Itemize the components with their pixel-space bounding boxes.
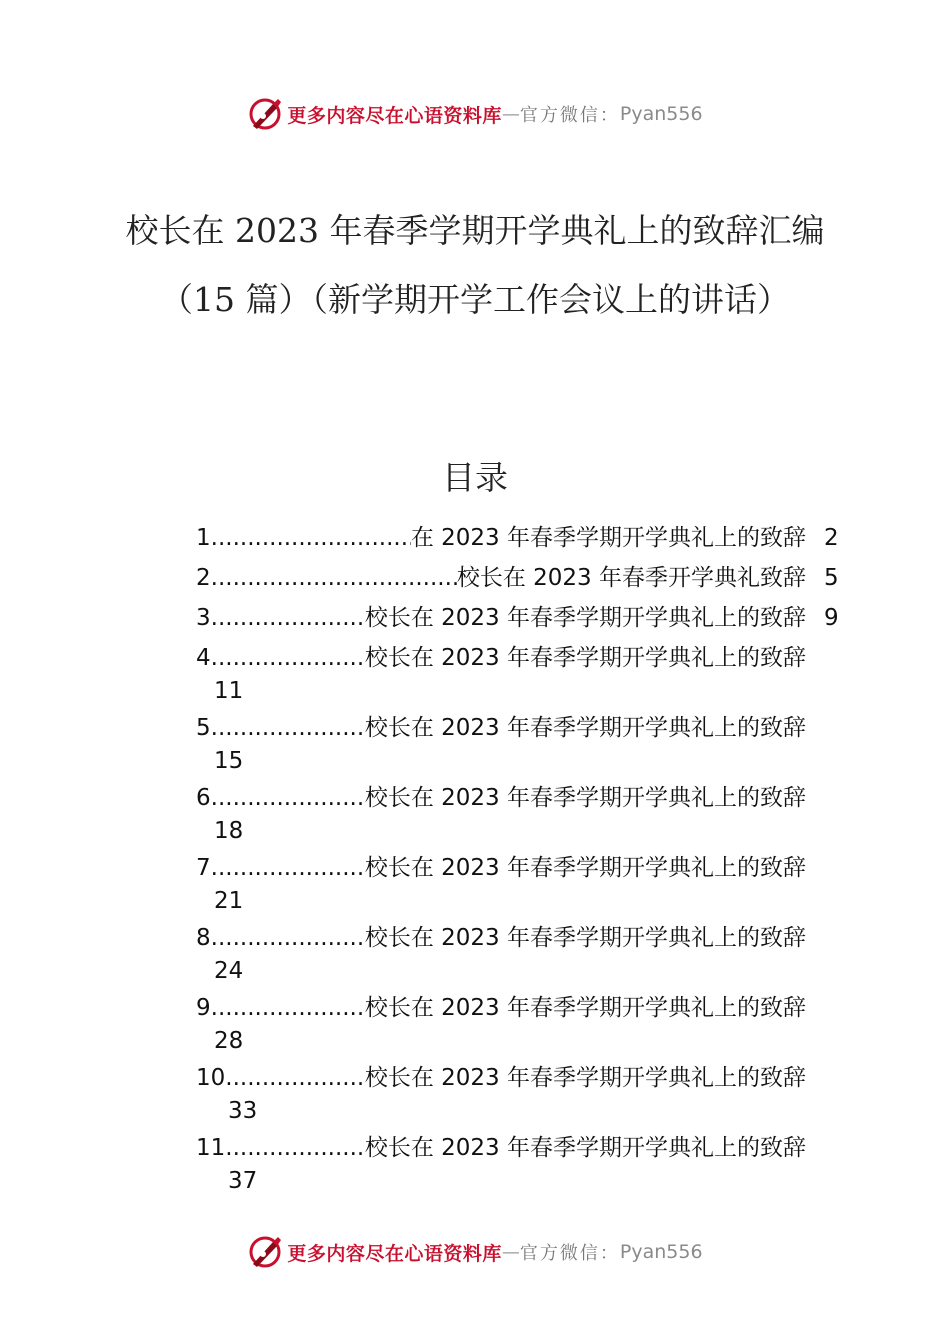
toc-number: 2 [196, 565, 211, 591]
toc-page-number: 21 [214, 888, 244, 914]
toc-title: 校长在 2023 年春季学期开学典礼上的致辞 [364, 785, 806, 811]
footer-watermark [0, 1232, 950, 1272]
toc-number: 8 [196, 925, 211, 951]
toc-line [196, 920, 806, 956]
watermark-text: 更多内容尽在心语资料库 [287, 104, 502, 127]
toc-entry[interactable] [196, 850, 856, 916]
toc-page-line [196, 816, 856, 846]
toc-title: 校长在 2023 年春季学期开学典礼上的致辞 [364, 855, 806, 881]
toc-entry[interactable] [196, 1060, 856, 1126]
toc-page-line [196, 886, 856, 916]
watermark-text: 更多内容尽在心语资料库 [287, 1242, 502, 1265]
toc-line [196, 640, 806, 676]
toc-page-line [196, 1026, 856, 1056]
pen-logo-icon [247, 96, 283, 132]
toc-title: 校长在 2023 年春季学期开学典礼上的致辞 [364, 645, 806, 671]
toc-page-number: 11 [214, 678, 244, 704]
toc-page-number: 5 [824, 565, 839, 591]
toc-line [196, 710, 806, 746]
toc-line [196, 520, 806, 556]
watermark-sub: 官方微信： [519, 1243, 620, 1264]
toc-leader-dots [211, 710, 365, 746]
toc-entry[interactable] [196, 560, 856, 596]
toc-number: 4 [196, 645, 211, 671]
toc-entry[interactable] [196, 600, 856, 636]
toc-line [196, 600, 806, 636]
toc-entry[interactable] [196, 520, 856, 556]
toc-page-number: 28 [214, 1028, 244, 1054]
toc-number: 7 [196, 855, 211, 881]
toc-page-line [196, 1166, 856, 1196]
toc-entry[interactable] [196, 1130, 856, 1196]
toc-entry[interactable] [196, 710, 856, 776]
toc-entry[interactable] [196, 990, 856, 1056]
watermark-dash: — [501, 1241, 520, 1263]
toc-line [196, 1060, 806, 1096]
toc-number: 5 [196, 715, 211, 741]
toc-line [196, 560, 806, 596]
toc-leader-dots [211, 600, 365, 636]
header-watermark [0, 94, 950, 134]
toc-title: 校长在 2023 年春季开学典礼致辞 [456, 565, 806, 591]
toc-number: 10 [196, 1065, 226, 1091]
toc-leader-dots [211, 990, 365, 1026]
toc-leader-dots [211, 520, 411, 556]
toc-leader-dots [225, 1130, 365, 1166]
toc-number: 3 [196, 605, 211, 631]
toc-page-number: 33 [228, 1098, 258, 1124]
toc-number: 1 [196, 525, 211, 551]
toc-page-number: 9 [824, 605, 839, 631]
toc-title: 校长在 2023 年春季学期开学典礼上的致辞 [364, 605, 806, 631]
toc-line [196, 1130, 806, 1166]
toc-line [196, 850, 806, 886]
toc-leader-dots [211, 780, 365, 816]
toc-entry[interactable] [196, 640, 856, 706]
toc-entry[interactable] [196, 780, 856, 846]
pen-logo-icon [247, 1234, 283, 1270]
toc-title: 在 2023 年春季学期开学典礼上的致辞 [410, 525, 806, 551]
toc-title: 校长在 2023 年春季学期开学典礼上的致辞 [364, 1135, 806, 1161]
table-of-contents [196, 520, 856, 1200]
toc-leader-dots [211, 920, 365, 956]
toc-page-number: 18 [214, 818, 244, 844]
toc-heading: 目录 [442, 458, 508, 497]
watermark-sub: 官方微信： [519, 105, 620, 126]
toc-line [196, 780, 806, 816]
document-title: 校长在 2023 年春季学期开学典礼上的致辞汇编（15 篇）（新学期开学工作会议上的讲话） [125, 211, 825, 319]
toc-title: 校长在 2023 年春季学期开学典礼上的致辞 [364, 1065, 806, 1091]
toc-number: 11 [196, 1135, 226, 1161]
watermark-id: Pyan556 [619, 103, 703, 125]
toc-number: 9 [196, 995, 211, 1021]
toc-page-line [196, 676, 856, 706]
toc-line [196, 990, 806, 1026]
toc-leader-dots [211, 640, 365, 676]
toc-page-line [196, 956, 856, 986]
toc-page-number: 2 [824, 525, 839, 551]
toc-page-number: 24 [214, 958, 244, 984]
toc-page-number: 37 [228, 1168, 258, 1194]
toc-page-line [196, 1096, 856, 1126]
toc-title: 校长在 2023 年春季学期开学典礼上的致辞 [364, 715, 806, 741]
toc-title: 校长在 2023 年春季学期开学典礼上的致辞 [364, 925, 806, 951]
toc-number: 6 [196, 785, 211, 811]
toc-leader-dots [211, 850, 365, 886]
toc-page-number: 15 [214, 748, 244, 774]
watermark-id: Pyan556 [619, 1241, 703, 1263]
toc-page-line [196, 746, 856, 776]
watermark-dash: — [501, 103, 520, 125]
toc-leader-dots [211, 560, 457, 596]
toc-leader-dots [225, 1060, 365, 1096]
toc-title: 校长在 2023 年春季学期开学典礼上的致辞 [364, 995, 806, 1021]
toc-entry[interactable] [196, 920, 856, 986]
